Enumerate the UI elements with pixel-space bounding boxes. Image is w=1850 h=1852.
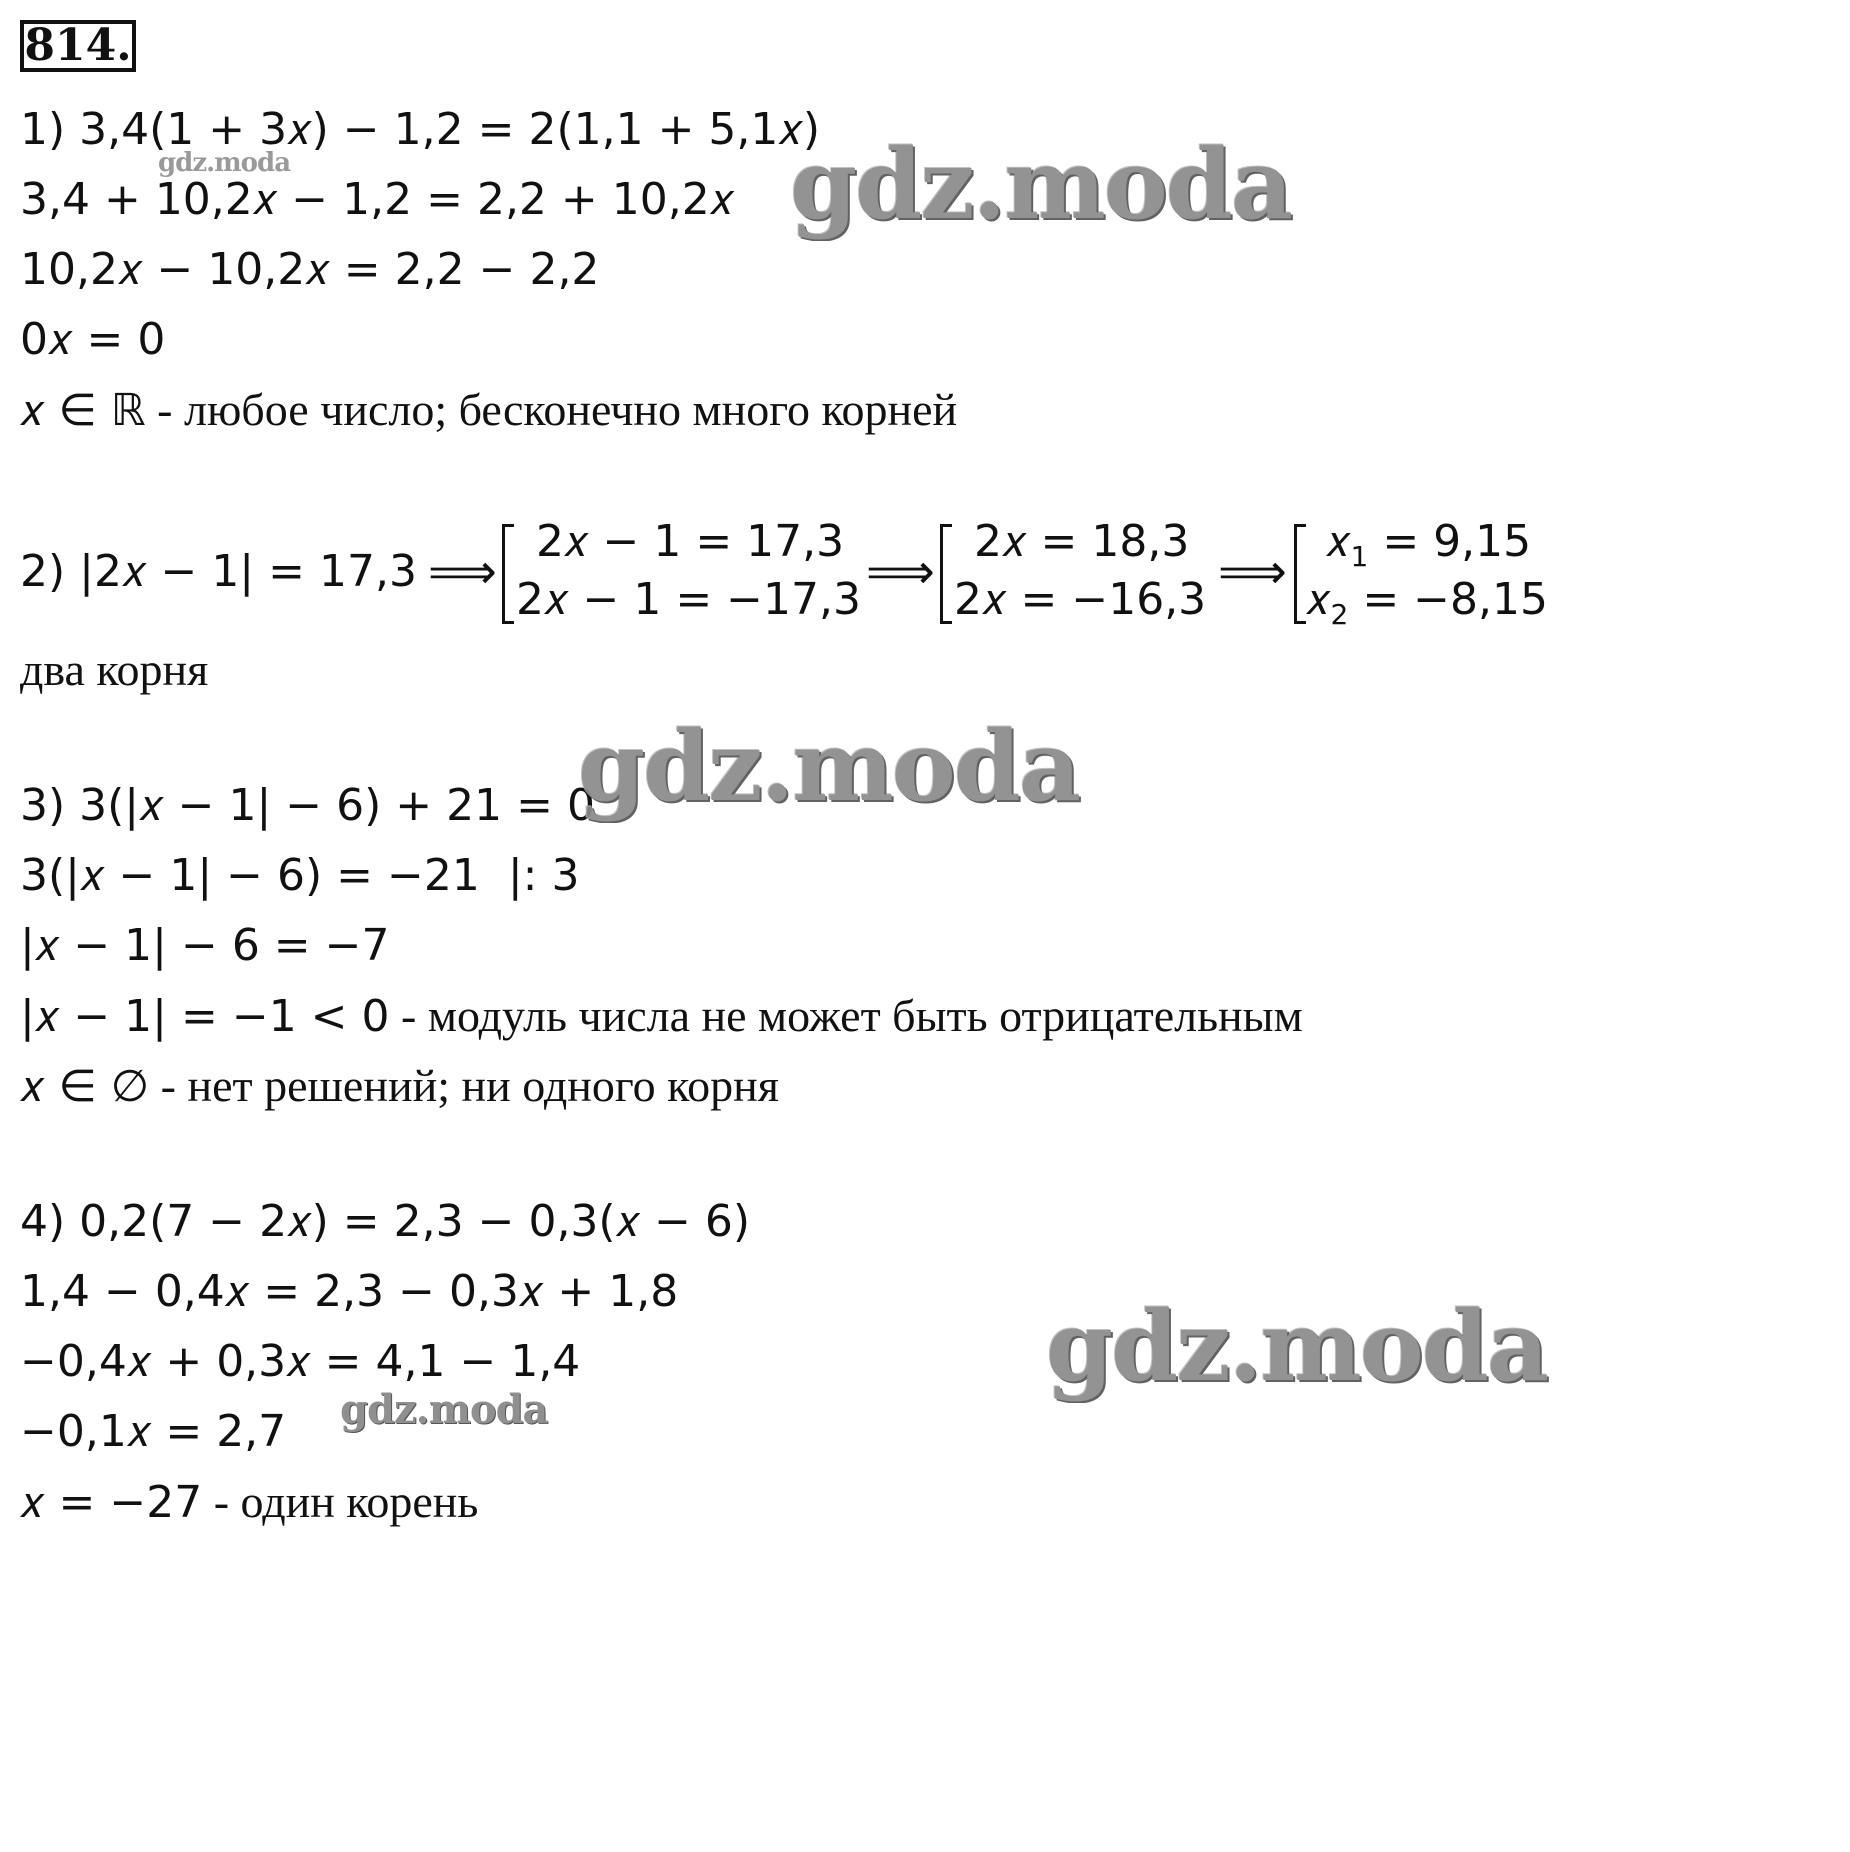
root2-variable: 𝑥 — [1306, 574, 1331, 625]
root1-value: = 9,15 — [1368, 516, 1532, 567]
implies-arrow-3: ⟹ — [1218, 544, 1287, 600]
task4-line4: −0,1𝑥 = 2,7 — [20, 1406, 287, 1457]
task2-conclusion: два корня — [20, 644, 209, 695]
task4-line1: 4) 0,2(7 − 2𝑥) = 2,3 − 0,3(𝑥 − 6) — [20, 1196, 751, 1247]
task1-line4: 0𝑥 = 0 — [20, 314, 166, 365]
system1-top: 2𝑥 − 1 = 17,3 — [536, 516, 845, 567]
system1-bottom: 2𝑥 − 1 = −17,3 — [516, 574, 862, 625]
task4-answer-text: - один корень — [202, 1476, 479, 1527]
task3-line4-text: - модуль числа не может быть отрицательным — [389, 990, 1303, 1041]
task4-line2: 1,4 − 0,4𝑥 = 2,3 − 0,3𝑥 + 1,8 — [20, 1266, 679, 1317]
task4-line3: −0,4𝑥 + 0,3𝑥 = 4,1 − 1,4 — [20, 1336, 581, 1387]
task2-equation: 2) |2𝑥 − 1| = 17,3 — [20, 546, 417, 597]
root1-variable: 𝑥 — [1326, 516, 1351, 567]
task3-line4-math: |𝑥 − 1| = −1 < 0 — [20, 991, 390, 1042]
task1-line1: 1) 3,4(1 + 3𝑥) − 1,2 = 2(1,1 + 5,1𝑥) — [20, 104, 821, 155]
root1-subscript: 1 — [1350, 540, 1369, 573]
system3-top — [1326, 516, 1531, 583]
task3-line2: 3(|𝑥 − 1| − 6) = −21 |: 3 — [20, 850, 580, 901]
system3-bottom — [1306, 574, 1548, 641]
root2-value: = −8,15 — [1348, 574, 1549, 625]
task3-answer-math: 𝑥 ∈ ∅ — [20, 1061, 150, 1112]
task3-line1: 3) 3(|𝑥 − 1| − 6) + 21 = 0 — [20, 780, 595, 831]
task1-answer-text: - любое число; бесконечно много корней — [145, 384, 958, 435]
watermark-small-1: gdz.moda — [158, 148, 291, 178]
watermark-1: gdz.moda — [790, 128, 1292, 241]
task4-line5 — [20, 1476, 478, 1528]
watermark-2: gdz.moda — [578, 710, 1080, 823]
implies-arrow-2: ⟹ — [866, 544, 935, 600]
system-bracket-3 — [1294, 524, 1306, 624]
task4-answer-math: 𝑥 = −27 — [20, 1477, 203, 1528]
problem-number: 814. — [20, 20, 136, 72]
task1-line5 — [20, 384, 957, 436]
task3-line3: |𝑥 − 1| − 6 = −7 — [20, 920, 390, 971]
watermark-small-2: gdz.moda — [340, 1386, 548, 1433]
task3-answer-text: - нет решений; ни одного корня — [149, 1060, 779, 1111]
system-bracket-1 — [502, 524, 514, 624]
root2-subscript: 2 — [1330, 598, 1349, 631]
task3-line5 — [20, 1060, 779, 1112]
implies-arrow-1: ⟹ — [428, 544, 497, 600]
system2-bottom: 2𝑥 = −16,3 — [954, 574, 1207, 625]
task1-answer-math: 𝑥 ∈ ℝ — [20, 385, 146, 436]
task1-line2: 3,4 + 10,2𝑥 − 1,2 = 2,2 + 10,2𝑥 — [20, 174, 735, 225]
task3-line4 — [20, 990, 1303, 1042]
task1-line3: 10,2𝑥 − 10,2𝑥 = 2,2 − 2,2 — [20, 244, 600, 295]
watermark-3: gdz.moda — [1046, 1290, 1548, 1403]
system2-top: 2𝑥 = 18,3 — [974, 516, 1190, 567]
system-bracket-2 — [940, 524, 952, 624]
